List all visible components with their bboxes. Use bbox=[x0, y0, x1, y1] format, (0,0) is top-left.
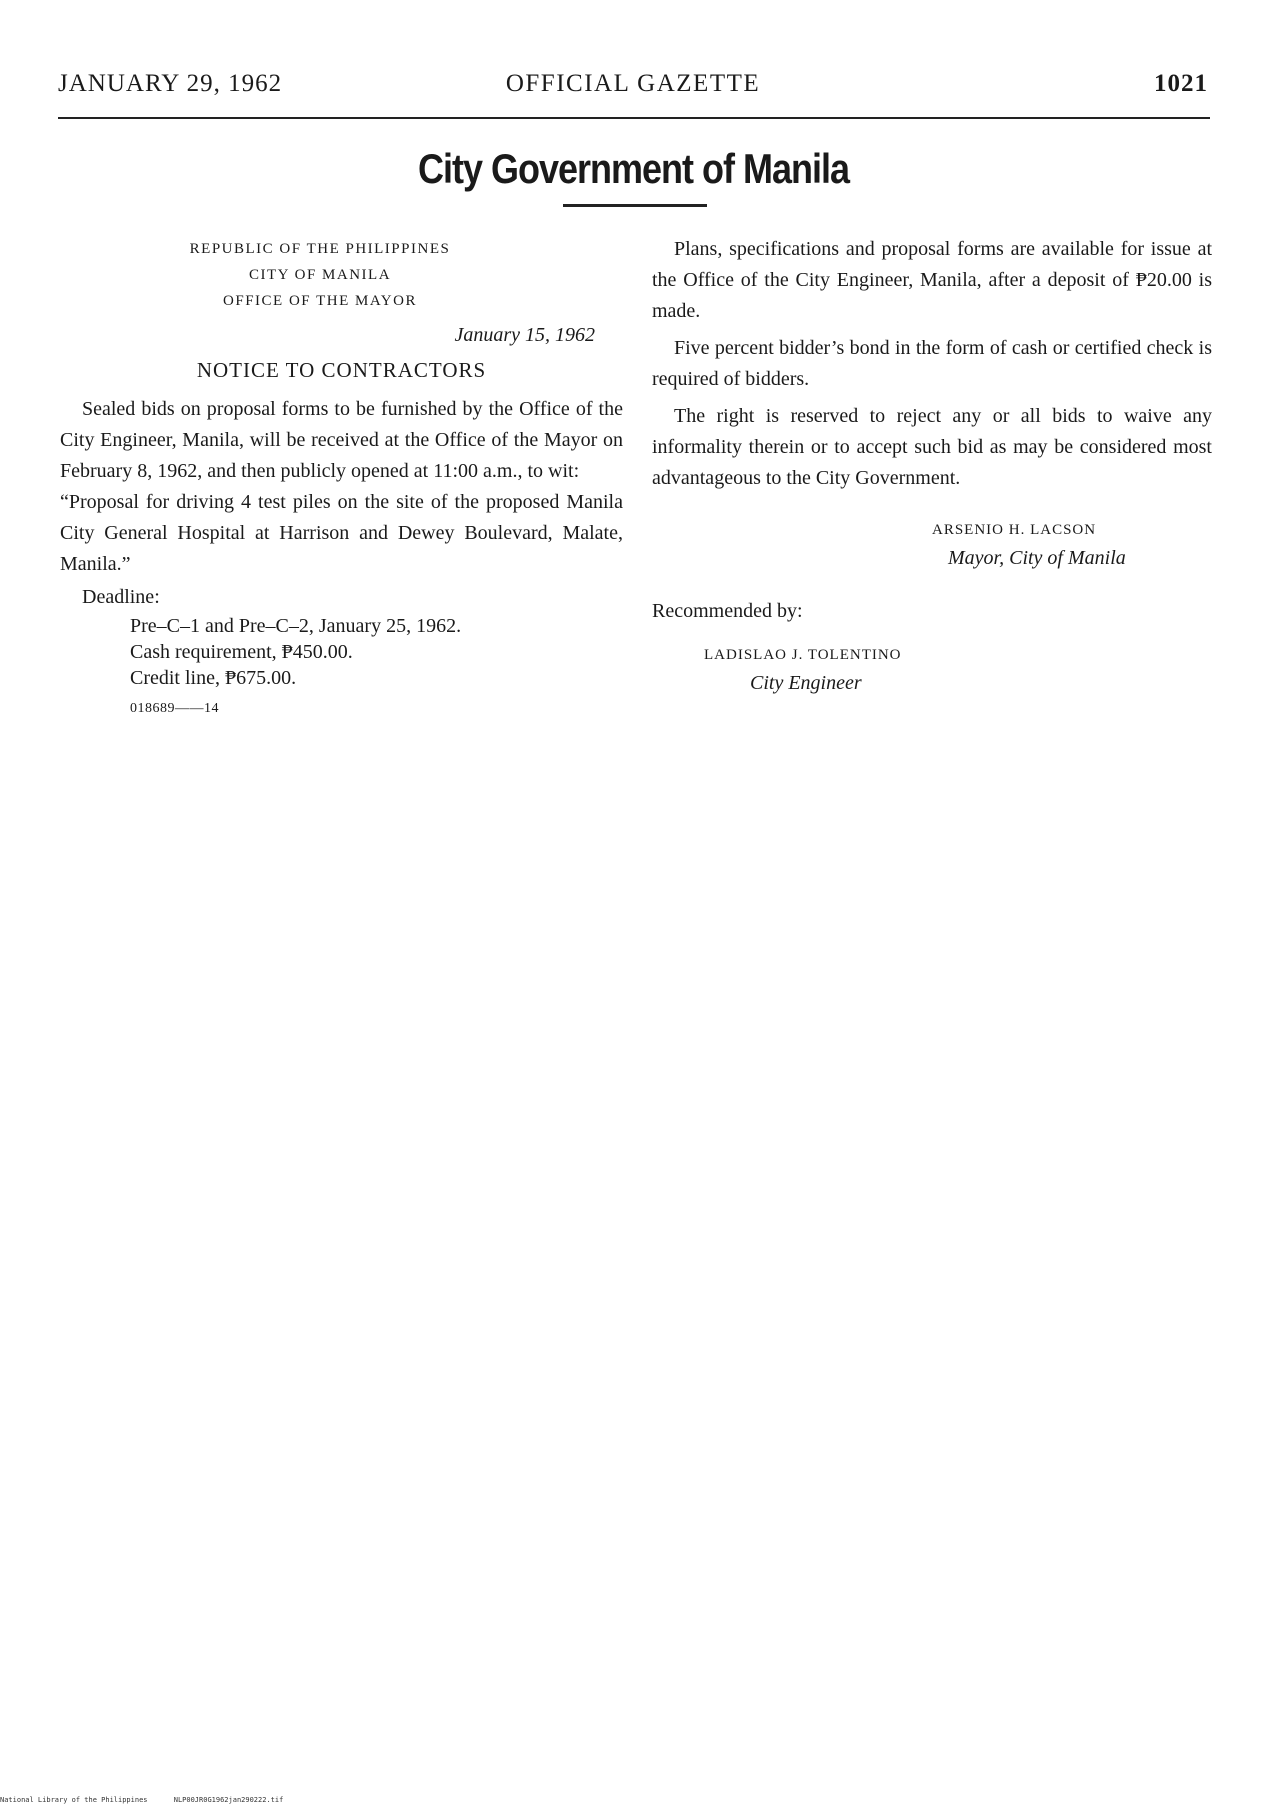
issue-date: JANUARY 29, 1962 bbox=[58, 70, 283, 97]
recommender-block bbox=[652, 641, 1212, 697]
header-rule bbox=[58, 117, 1210, 119]
letterhead bbox=[60, 236, 540, 314]
scan-footer bbox=[0, 1796, 400, 1804]
page-number: 1021 bbox=[1154, 70, 1208, 97]
scan-filename: NLP00JR0G1962jan290222.tif bbox=[173, 1796, 284, 1804]
bond-paragraph: Five percent bidder’s bond in the form of cash or certified check is required of bidders. bbox=[652, 337, 1212, 390]
deadline-label: Deadline: bbox=[82, 586, 160, 608]
publication-title: OFFICIAL GAZETTE bbox=[505, 70, 761, 97]
notice-date: January 15, 1962 bbox=[454, 324, 595, 346]
recommended-label: Recommended by: bbox=[652, 600, 803, 622]
deadline-item: Credit line, ₱675.00. bbox=[130, 667, 297, 689]
letterhead-line: REPUBLIC OF THE PHILIPPINES bbox=[189, 241, 451, 257]
reference-number: 018689——14 bbox=[130, 701, 219, 716]
right-column bbox=[652, 234, 1212, 697]
title-rule bbox=[563, 204, 707, 207]
notice-body: Sealed bids on proposal forms to be furnished by the Office of the City Engineer, Manila, will be received at the Office of the Mayor on February 8, 1962, and then publicly opened at 11:00 a.m., to wit: bbox=[60, 398, 623, 482]
signatory-title: Mayor, City of Manila bbox=[948, 547, 1126, 569]
deadline-item: Cash requirement, ₱450.00. bbox=[130, 641, 353, 663]
plans-paragraph: Plans, specifications and proposal forms are available for issue at the Office of the City Engineer, Manila, after a deposit of ₱20.00 is made. bbox=[652, 238, 1212, 322]
library-credit: National Library of the Philippines bbox=[0, 1796, 148, 1804]
notice-title: NOTICE TO CONTRACTORS bbox=[196, 358, 487, 382]
running-head bbox=[58, 70, 1208, 106]
proposal-text: “Proposal for driving 4 test piles on the site of the proposed Manila City General Hospital at Harrison and Dewey Boulevard, Malate, Manila.” bbox=[60, 491, 623, 575]
letterhead-line: OFFICE OF THE MAYOR bbox=[223, 293, 417, 309]
signature-block bbox=[652, 516, 1212, 572]
letterhead-line: CITY OF MANILA bbox=[248, 267, 392, 283]
signatory-name: ARSENIO H. LACSON bbox=[932, 522, 1097, 538]
recommender-name: LADISLAO J. TOLENTINO bbox=[704, 647, 902, 663]
section-title: City Government of Manila bbox=[417, 144, 850, 192]
deadline-item: Pre–C–1 and Pre–C–2, January 25, 1962. bbox=[130, 615, 462, 637]
recommender-title: City Engineer bbox=[750, 672, 862, 694]
left-column bbox=[60, 236, 623, 724]
rights-paragraph: The right is reserved to reject any or all bids to waive any informality therein or to accept such bid as may be considered most advantageous to the City Government. bbox=[652, 405, 1212, 489]
